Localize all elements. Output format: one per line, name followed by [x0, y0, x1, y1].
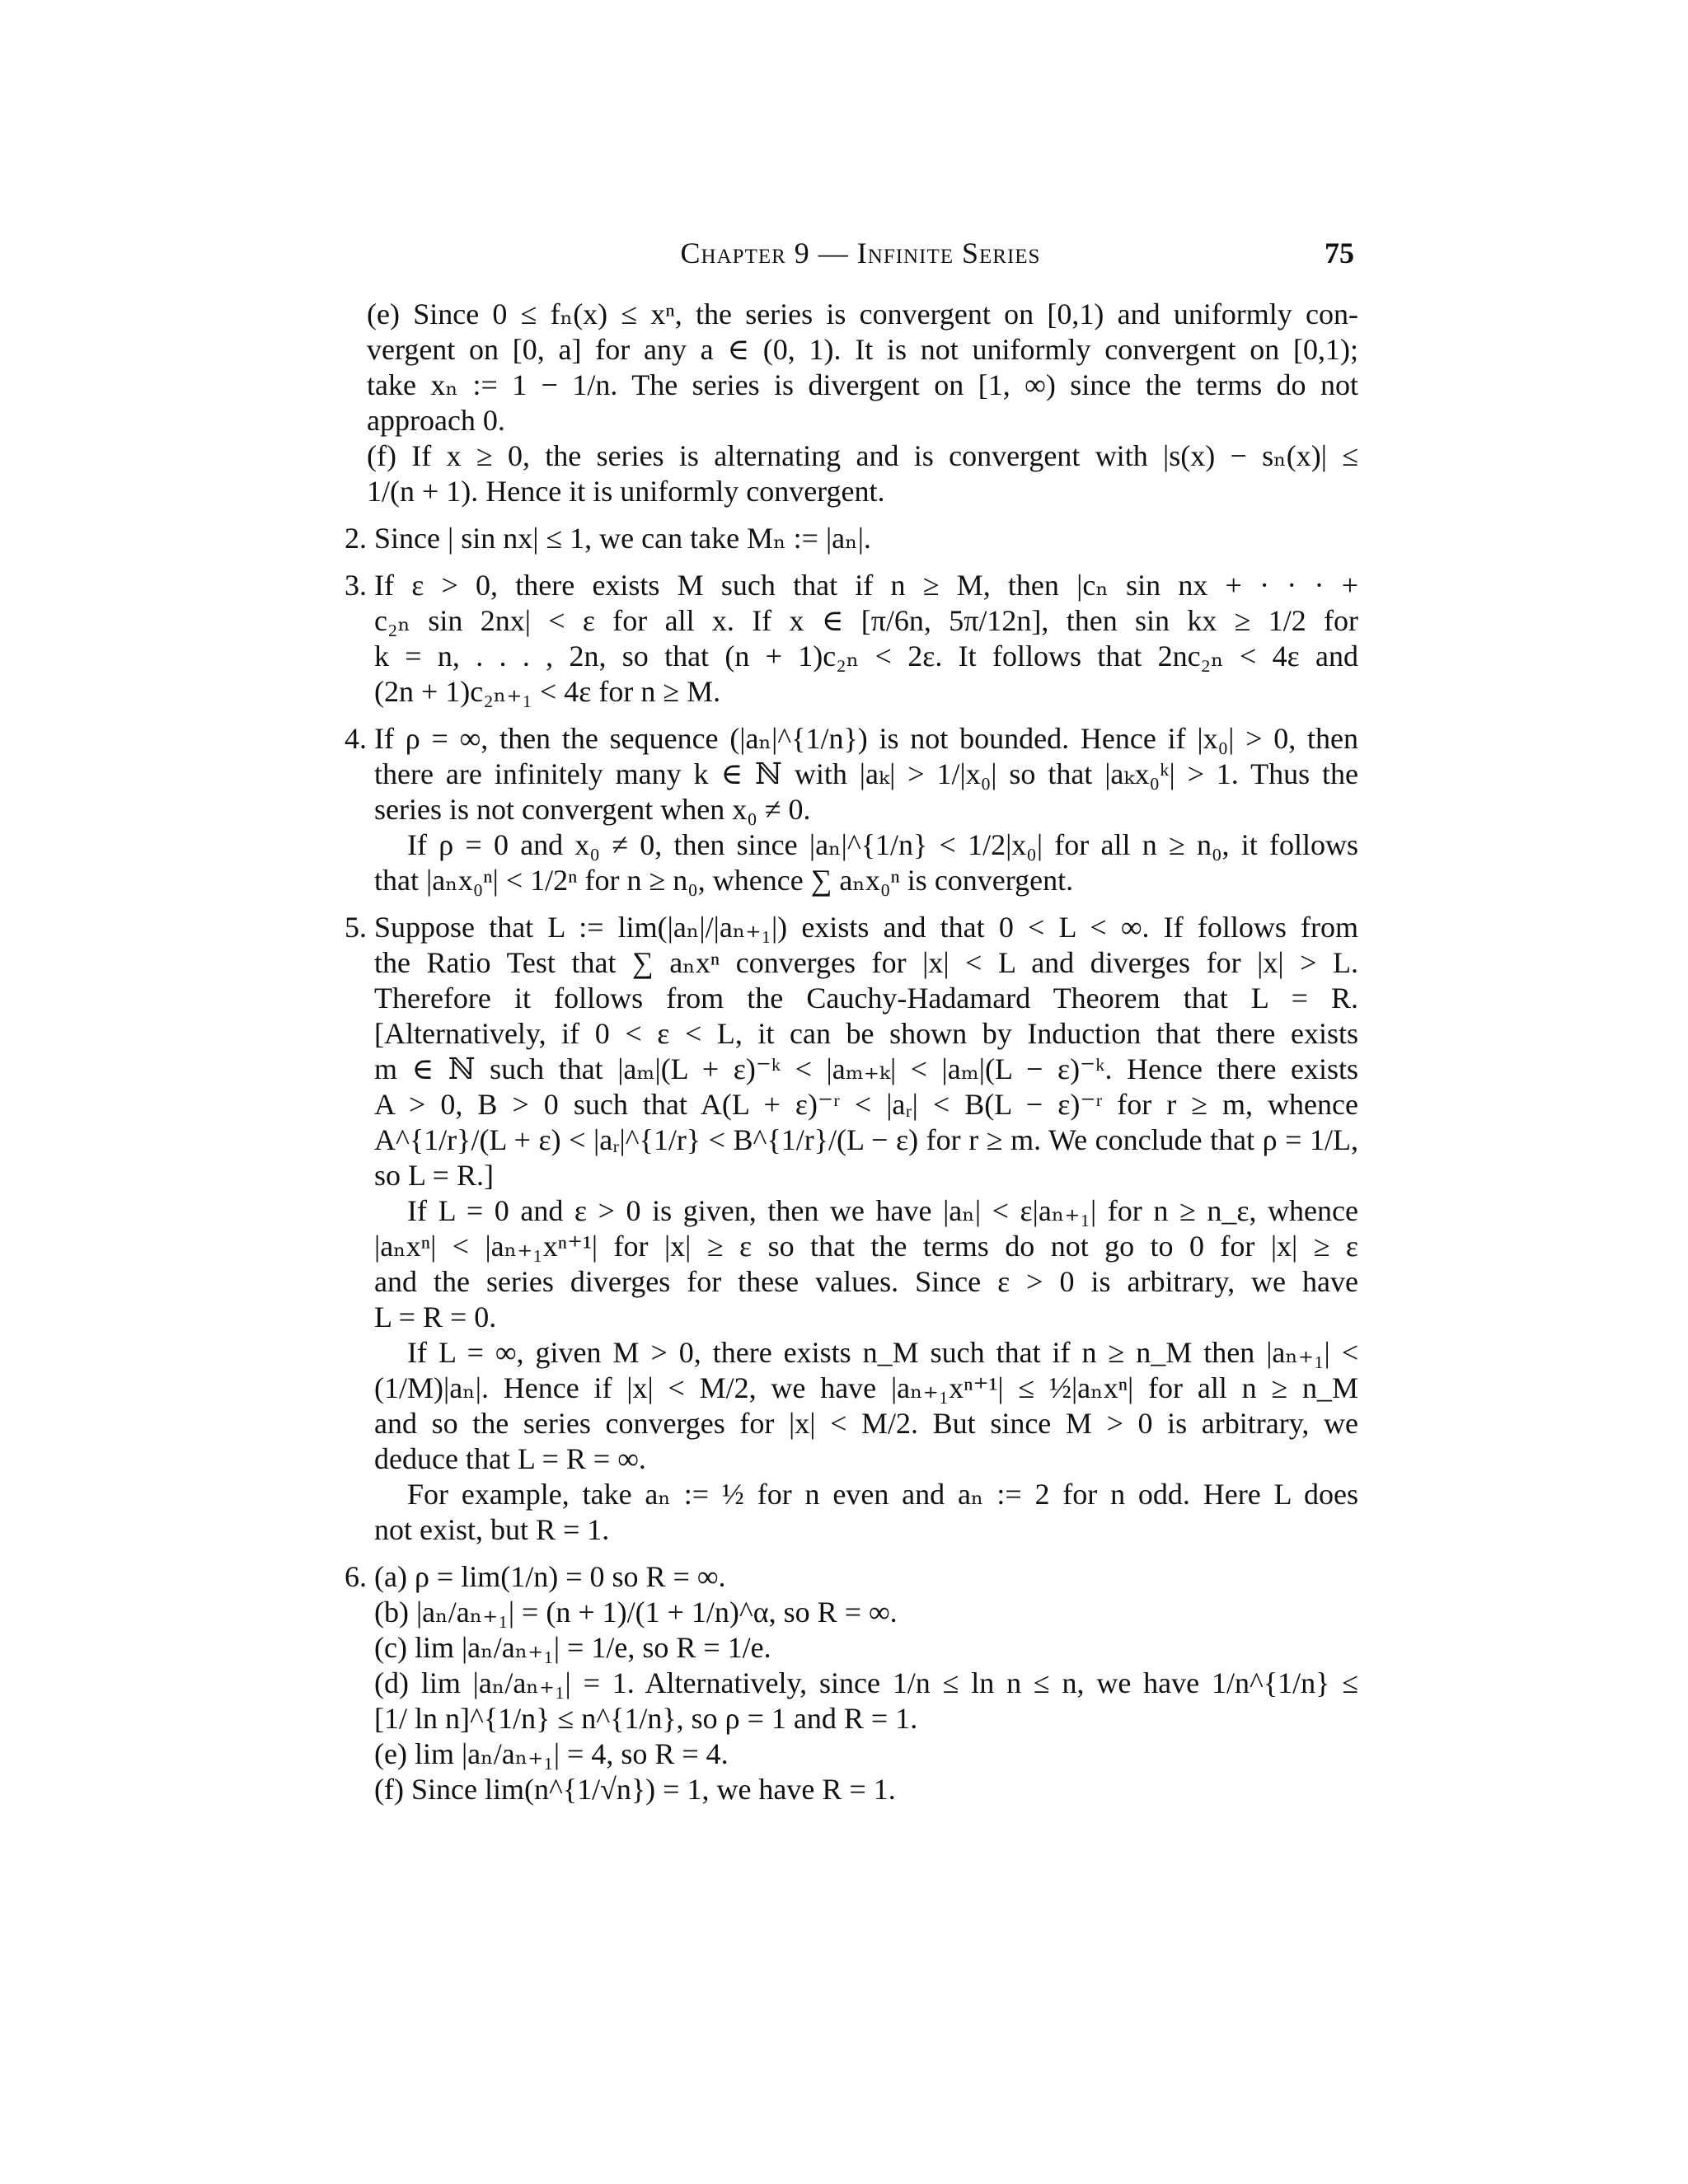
text-line: If L = ∞, given M > 0, there exists n_M such that if n ≥ n_M then |aₙ₊₁| < [407, 1336, 1358, 1369]
exercise-item-5 [330, 910, 1358, 1548]
text-line: approach 0. [367, 404, 505, 437]
text-line: so L = R.] [374, 1159, 494, 1192]
page-content [330, 297, 1358, 1819]
exercise-item-3 [330, 568, 1358, 710]
text-line: Therefore it follows from the Cauchy-Hadamard Theorem that L = R. [374, 982, 1358, 1015]
text-line: take xₙ := 1 − 1/n. The series is divergent on [1, ∞) since the terms do not [367, 368, 1358, 401]
text-line: (e) Since 0 ≤ fₙ(x) ≤ xⁿ, the series is convergent on [0,1) and uniformly con- [367, 298, 1358, 330]
text-line: k = n, . . . , 2n, so that (n + 1)c₂ₙ < 2ε. It follows that 2nc₂ₙ < 4ε and [374, 640, 1358, 673]
item-body [367, 1559, 1358, 1807]
text-line: 1/(n + 1). Hence it is uniformly convergent. [367, 475, 885, 508]
continued-item-1 [367, 297, 1358, 509]
page-number: 75 [1325, 237, 1354, 269]
text-line: (b) |aₙ/aₙ₊₁| = (n + 1)/(1 + 1/n)^α, so R = ∞. [374, 1596, 898, 1629]
page-header [367, 236, 1354, 277]
text-line: If ε > 0, there exists M such that if n ≥ M, then |cₙ sin nx + · · · + [374, 569, 1358, 602]
text-line: and the series diverges for these values. Since ε > 0 is arbitrary, we have [374, 1265, 1358, 1298]
item-number: 4. [345, 722, 367, 755]
item-body [367, 521, 1358, 556]
exercise-item-4 [330, 721, 1358, 898]
text-line: (e) lim |aₙ/aₙ₊₁| = 4, so R = 4. [374, 1737, 729, 1770]
text-line: L = R = 0. [374, 1301, 497, 1333]
text-line: not exist, but R = 1. [374, 1513, 610, 1546]
text-line: |aₙxⁿ| < |aₙ₊₁xⁿ⁺¹| for |x| ≥ ε so that the terms do not go to 0 for |x| ≥ ε [374, 1230, 1358, 1263]
text-line: (a) ρ = lim(1/n) = 0 so R = ∞. [374, 1560, 726, 1593]
chapter-title: Chapter 9 — Infinite Series [680, 237, 1041, 269]
item-number: 3. [345, 569, 367, 602]
item-number: 2. [345, 522, 367, 555]
text-line: series is not convergent when x₀ ≠ 0. [374, 793, 811, 826]
text-line: If ρ = 0 and x₀ ≠ 0, then since |aₙ|^{1/n} < 1/2|x₀| for all n ≥ n₀, it follows [407, 828, 1358, 861]
item-body [367, 910, 1358, 1548]
text-line: A > 0, B > 0 such that A(L + ε)⁻ʳ < |aᵣ| < B(L − ε)⁻ʳ for r ≥ m, whence [374, 1088, 1358, 1121]
text-line: (f) If x ≥ 0, the series is alternating and is convergent with |s(x) − sₙ(x)| ≤ [367, 439, 1358, 472]
text-line: c₂ₙ sin 2nx| < ε for all x. If x ∈ [π/6n, 5π/12n], then sin kx ≥ 1/2 for [374, 604, 1358, 637]
item-body [367, 568, 1358, 710]
text-line: If ρ = ∞, then the sequence (|aₙ|^{1/n}) is not bounded. Hence if |x₀| > 0, then [374, 722, 1358, 755]
text-line: (c) lim |aₙ/aₙ₊₁| = 1/e, so R = 1/e. [374, 1631, 771, 1664]
exercise-item-2 [330, 521, 1358, 556]
text-line: vergent on [0, a] for any a ∈ (0, 1). It is not uniformly convergent on [0,1); [367, 333, 1358, 366]
text-line: (2n + 1)c₂ₙ₊₁ < 4ε for n ≥ M. [374, 675, 721, 708]
text-line: A^{1/r}/(L + ε) < |aᵣ|^{1/r} < B^{1/r}/(L − ε) for r ≥ m. We conclude that ρ = 1/L, [374, 1123, 1358, 1156]
text-line: [Alternatively, if 0 < ε < L, it can be shown by Induction that there exists [374, 1017, 1358, 1050]
text-line: If L = 0 and ε > 0 is given, then we have |aₙ| < ε|aₙ₊₁| for n ≥ n_ε, whence [407, 1194, 1358, 1227]
text-line: and so the series converges for |x| < M/2. But since M > 0 is arbitrary, we [374, 1407, 1358, 1440]
item-number: 6. [345, 1560, 367, 1593]
text-line: there are infinitely many k ∈ ℕ with |aₖ| > 1/|x₀| so that |aₖx₀ᵏ| > 1. Thus the [374, 757, 1358, 790]
exercise-item-6 [330, 1559, 1358, 1807]
text-line: [1/ ln n]^{1/n} ≤ n^{1/n}, so ρ = 1 and R = 1. [374, 1702, 918, 1735]
text-line: (d) lim |aₙ/aₙ₊₁| = 1. Alternatively, since 1/n ≤ ln n ≤ n, we have 1/n^{1/n} ≤ [374, 1666, 1358, 1699]
text-line: that |aₙx₀ⁿ| < 1/2ⁿ for n ≥ n₀, whence ∑ aₙx₀ⁿ is convergent. [374, 864, 1074, 897]
text-line: deduce that L = R = ∞. [374, 1442, 646, 1475]
text-line: Since | sin nx| ≤ 1, we can take Mₙ := |aₙ|. [374, 522, 871, 555]
item-body [367, 721, 1358, 898]
text-line: m ∈ ℕ such that |aₘ|(L + ε)⁻ᵏ < |aₘ₊ₖ| < |aₘ|(L − ε)⁻ᵏ. Hence there exists [374, 1052, 1358, 1085]
text-line: (1/M)|aₙ|. Hence if |x| < M/2, we have |aₙ₊₁xⁿ⁺¹| ≤ ½|aₙxⁿ| for all n ≥ n_M [374, 1371, 1358, 1404]
text-line: the Ratio Test that ∑ aₙxⁿ converges for |x| < L and diverges for |x| > L. [374, 946, 1358, 979]
text-line: Suppose that L := lim(|aₙ|/|aₙ₊₁|) exists and that 0 < L < ∞. If follows from [374, 911, 1358, 944]
text-line: (f) Since lim(n^{1/√n}) = 1, we have R = 1. [374, 1773, 896, 1806]
text-line: For example, take aₙ := ½ for n even and aₙ := 2 for n odd. Here L does [407, 1478, 1358, 1511]
item-number: 5. [345, 911, 367, 944]
